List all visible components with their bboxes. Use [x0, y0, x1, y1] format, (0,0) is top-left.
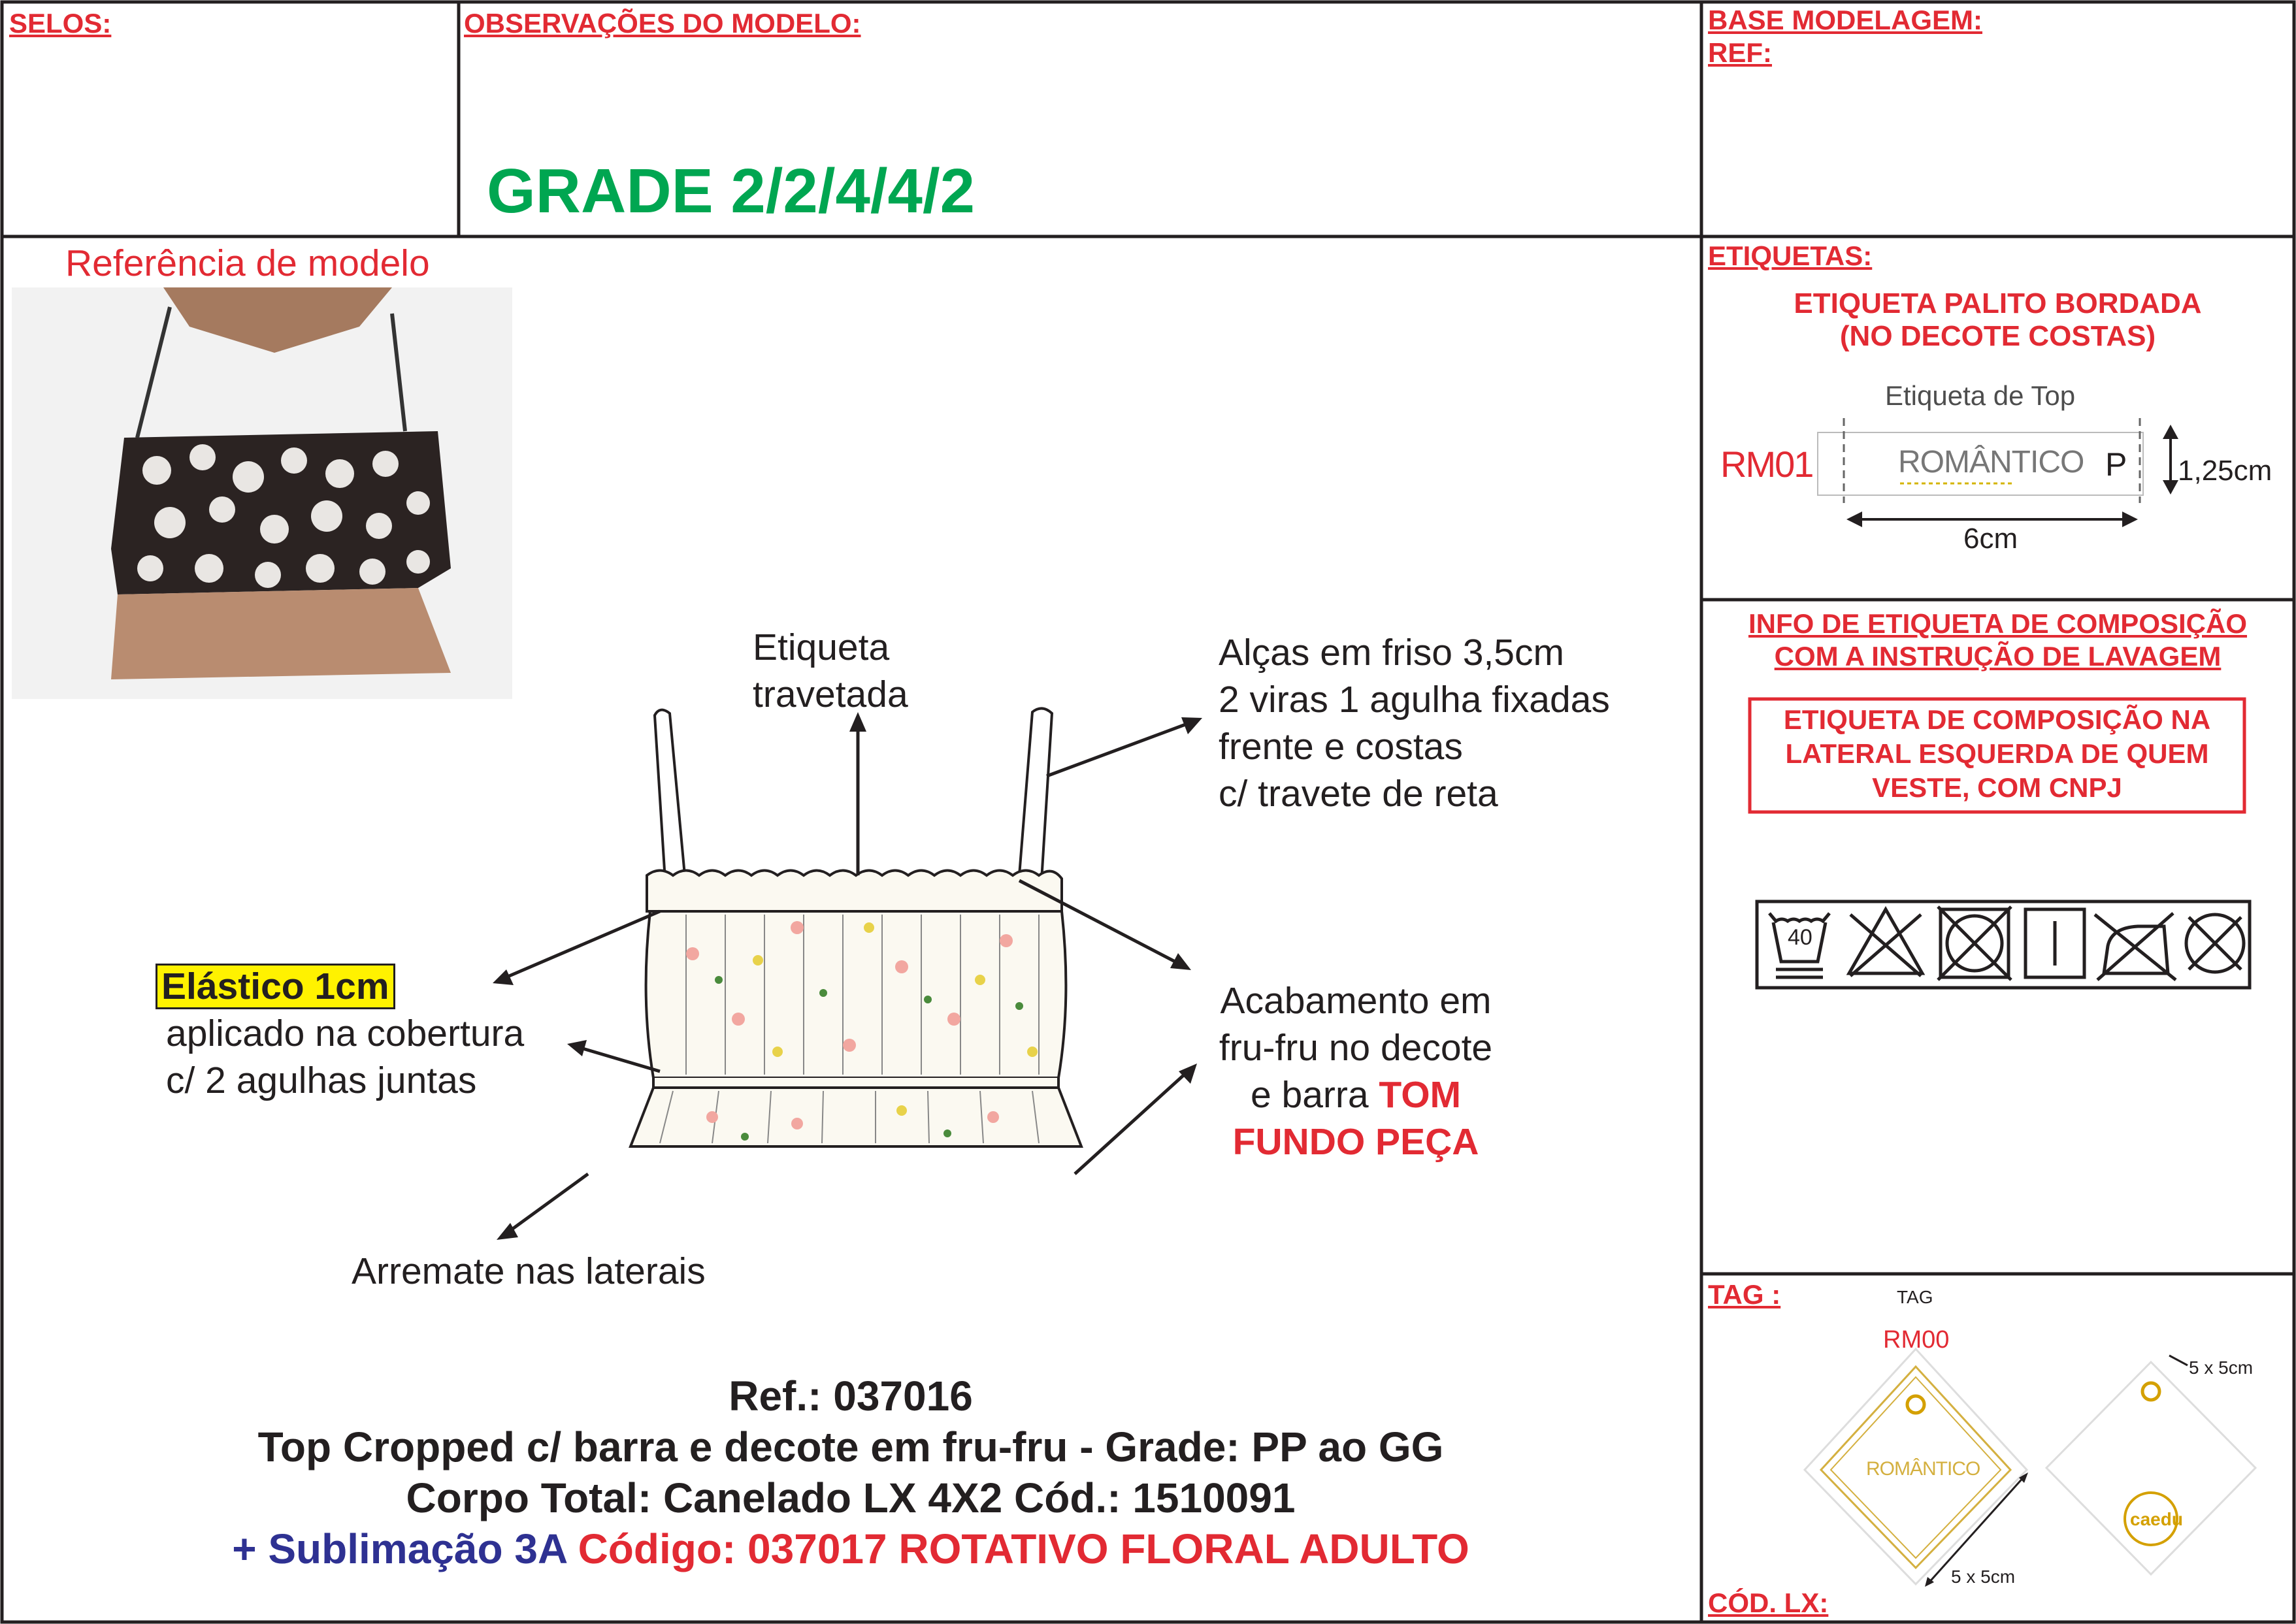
label-code: RM01 [1720, 444, 1813, 485]
arremate-callout: Arremate nas laterais [352, 1250, 706, 1292]
label-title-line-2: (NO DECOTE COSTAS) [1839, 320, 2156, 352]
etiqueta-line-2: travetada [753, 674, 908, 715]
elastico-line-3: c/ 2 agulhas juntas [166, 1060, 477, 1101]
alcas-line-2: 2 viras 1 agulha fixadas [1219, 679, 1610, 721]
label-width: 6cm [1963, 523, 2018, 555]
composition-line-3: VESTE, COM CNPJ [1872, 772, 2122, 803]
elastico-line-2: aplicado na cobertura [166, 1013, 525, 1054]
tag-size-top: 5 x 5cm [2189, 1357, 2254, 1378]
reference-label: Referência de modelo [65, 242, 430, 284]
selos-header: SELOS: [9, 8, 112, 39]
alcas-line-1: Alças em friso 3,5cm [1219, 632, 1564, 674]
footer-description [0, 1371, 1701, 1574]
label-brand: ROMÂNTICO [1898, 445, 2084, 479]
tag-subtitle: TAG [1897, 1287, 1933, 1307]
footer-ref: Ref.: 037016 [729, 1372, 973, 1420]
alcas-line-4: c/ travete de reta [1219, 773, 1498, 815]
composition-header-line-2: COM A INSTRUÇÃO DE LAVAGEM [1774, 641, 2222, 672]
base-modelagem-header [1708, 4, 1982, 69]
acabamento-line-1: Acabamento em [1220, 980, 1492, 1022]
alcas-callout [1219, 629, 1610, 817]
etiquetas-header: ETIQUETAS: [1708, 240, 1873, 271]
grade-text: GRADE 2/2/4/4/2 [487, 156, 975, 226]
composition-line-2: LATERAL ESQUERDA DE QUEM [1785, 738, 2209, 769]
no-bleach-icon [1849, 909, 1922, 976]
composition-line-1: ETIQUETA DE COMPOSIÇÃO NA [1783, 704, 2211, 735]
footer-line-2: Top Cropped c/ barra e decote em fru-fru - Grade: PP ao GG [257, 1423, 1444, 1470]
tag-diagram-right [2046, 1356, 2255, 1574]
etiqueta-callout [753, 624, 908, 718]
tag-brand: ROMÂNTICO [1866, 1458, 1980, 1480]
no-iron-icon [2095, 913, 2176, 980]
ref-label: REF: [1708, 37, 1772, 68]
footer-sublimacao: + Sublimação 3A [232, 1525, 566, 1572]
composition-header [1701, 608, 2294, 673]
reference-photo [12, 287, 512, 699]
footer-line-3: Corpo Total: Canelado LX 4X2 Cód.: 1510091 [406, 1474, 1296, 1521]
line-dry-icon [2025, 909, 2084, 977]
label-height: 1,25cm [2178, 455, 2272, 487]
etiqueta-line-1: Etiqueta [753, 626, 890, 668]
tag-size-bottom: 5 x 5cm [1951, 1567, 2016, 1587]
elastico-callout [156, 963, 524, 1104]
tag-header: TAG : [1708, 1279, 1781, 1310]
label-size: P [2105, 446, 2127, 483]
acabamento-fundo: FUNDO PEÇA [1232, 1121, 1479, 1163]
no-tumble-dry-icon [1938, 907, 2011, 980]
base-modelagem-label: BASE MODELAGEM: [1708, 5, 1982, 35]
observacoes-header: OBSERVAÇÕES DO MODELO: [464, 8, 861, 39]
label-title [1701, 287, 2294, 353]
cod-lx-header: CÓD. LX: [1708, 1587, 1829, 1618]
composition-header-line-1: INFO DE ETIQUETA DE COMPOSIÇÃO [1748, 608, 2248, 639]
acabamento-line-2: fru-fru no decote [1219, 1027, 1493, 1069]
label-title-line-1: ETIQUETA PALITO BORDADA [1794, 287, 2202, 319]
care-symbols [1757, 901, 2250, 988]
no-dry-clean-icon [2186, 915, 2244, 972]
wash-temperature: 40 [1788, 925, 1812, 950]
tag-brand-2: caedu [2130, 1509, 2183, 1529]
acabamento-line-3: e barra [1250, 1074, 1369, 1116]
footer-codigo: Código: 037017 ROTATIVO FLORAL ADULTO [578, 1525, 1469, 1572]
acabamento-callout [1199, 977, 1513, 1165]
alcas-line-3: frente e costas [1219, 726, 1463, 768]
elastico-highlight: Elástico 1cm [156, 964, 395, 1009]
acabamento-tom: TOM [1379, 1074, 1462, 1116]
garment-drawing [631, 708, 1081, 1146]
tag-code: RM00 [1883, 1326, 1950, 1354]
composition-box-text [1750, 703, 2244, 805]
label-diagram-title: Etiqueta de Top [1885, 380, 2076, 411]
